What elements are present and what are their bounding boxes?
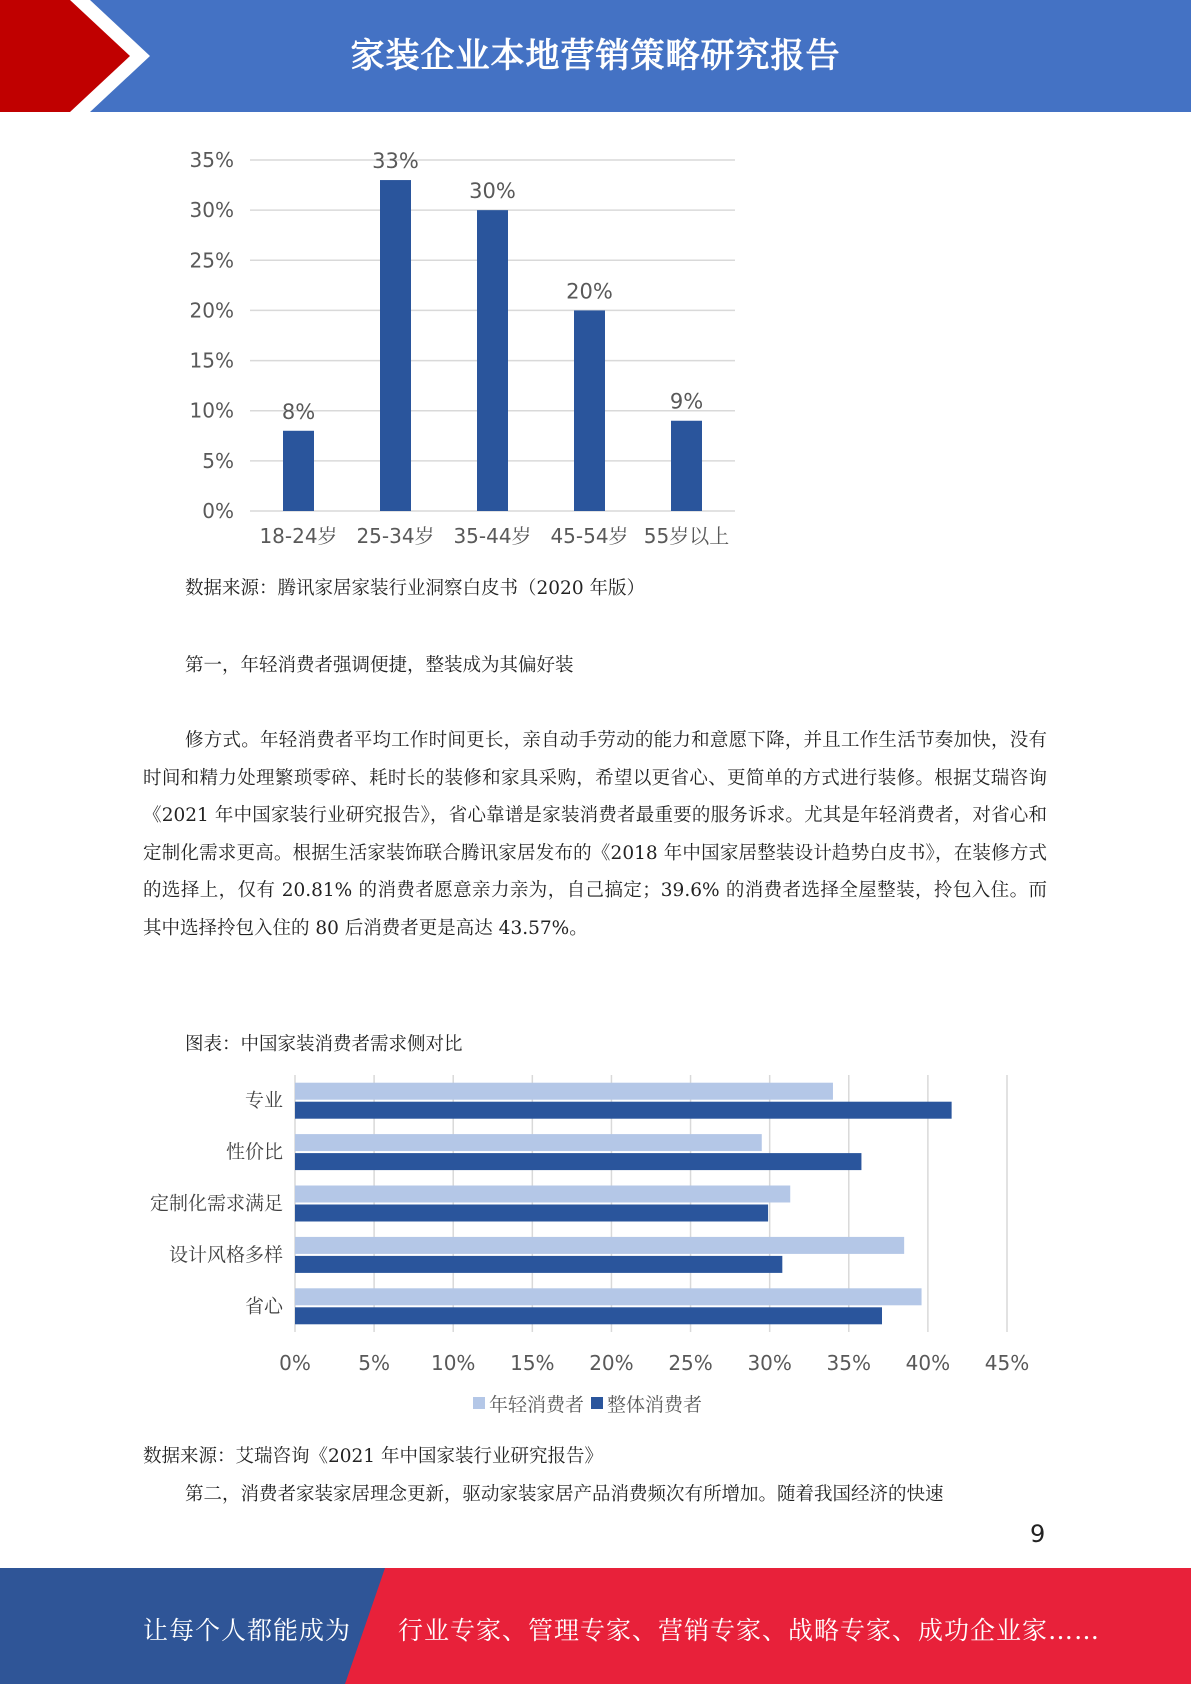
x-tick-label: 25% (668, 1351, 713, 1375)
bar-overall (295, 1205, 768, 1222)
bar-overall (295, 1102, 952, 1119)
footer-slogan-left: 让每个人都能成为 (143, 1616, 352, 1645)
x-tick-label: 30% (747, 1351, 792, 1375)
bar-young (295, 1186, 790, 1203)
x-tick-label: 18-24岁 (259, 524, 338, 548)
y-category-label: 省心 (244, 1295, 283, 1318)
y-category-label: 性价比 (225, 1141, 283, 1164)
y-category-label: 专业 (244, 1089, 283, 1112)
section-heading-1: 第一，年轻消费者强调便捷，整装成为其偏好装 (185, 655, 574, 676)
bar-young (295, 1134, 762, 1151)
x-tick-label: 25-34岁 (356, 524, 435, 548)
legend-label: 整体消费者 (607, 1394, 703, 1416)
x-tick-label: 35% (826, 1351, 872, 1375)
body-paragraph-2: 第二，消费者家装家居理念更新，驱动家装家居产品消费频次有所增加。随着我国经济的快速 (185, 1484, 944, 1505)
y-tick-label: 5% (202, 448, 234, 473)
y-tick-label: 35% (189, 148, 234, 172)
bar-young (295, 1288, 922, 1305)
y-category-label: 定制化需求满足 (149, 1192, 283, 1215)
x-tick-label: 10% (430, 1351, 476, 1375)
bar-overall (295, 1307, 882, 1324)
x-tick-label: 20% (589, 1351, 634, 1375)
page-footer (0, 1568, 1191, 1684)
bar-young (295, 1083, 833, 1100)
data-label: 33% (372, 149, 419, 174)
legend-swatch (473, 1397, 485, 1409)
source-caption-1: 数据来源：腾讯家居家装行业洞察白皮书（2020 年版） (185, 578, 645, 599)
y-tick-label: 25% (189, 248, 234, 273)
footer-slogan-right: 行业专家、管理专家、营销专家、战略专家、成功企业家…… (398, 1616, 1101, 1645)
data-label: 20% (566, 279, 613, 304)
x-tick-label: 5% (358, 1351, 390, 1375)
y-tick-label: 20% (189, 298, 234, 323)
data-label: 8% (281, 399, 316, 424)
chart2-caption: 图表：中国家装消费者需求侧对比 (185, 1034, 463, 1055)
x-tick-label: 15% (510, 1351, 555, 1375)
y-tick-label: 0% (202, 499, 234, 523)
bar-overall (295, 1153, 861, 1170)
x-tick-label: 55岁以上 (643, 524, 730, 548)
y-tick-label: 30% (189, 198, 234, 223)
page-number: 9 (1030, 1520, 1046, 1548)
legend-swatch (591, 1397, 603, 1409)
x-tick-label: 0% (279, 1351, 311, 1375)
source-caption-2: 数据来源：艾瑞咨询《2021 年中国家装行业研究报告》 (143, 1446, 603, 1467)
x-tick-label: 45-54岁 (550, 524, 629, 548)
data-label: 9% (669, 389, 704, 414)
bar-young (295, 1237, 904, 1254)
y-category-label: 设计风格多样 (168, 1243, 283, 1266)
x-tick-label: 45% (984, 1351, 1030, 1375)
data-label: 30% (469, 179, 516, 204)
report-title: 家装企业本地营销策略研究报告 (350, 36, 841, 76)
bar-overall (295, 1256, 782, 1273)
body-paragraph-1: 修方式。年轻消费者平均工作时间更长，亲自动手劳动的能力和意愿下降，并且工作生活节奏加快，没有时间和精力处理繁琐零碎、耗时长的装修和家具采购，希望以更省心、更简单的方式进行装修。根据艾瑞咨询《2021 年中国家装行业研究报告》，省心靠谱是家装消费者最重要的服务诉求。尤其是年轻消费者，对省心和定制化需求更高。根据生活家装饰联合腾讯家居发布的《2018 年中国家居整装设计趋势白皮书》，在装修方式的选择上，仅有 20.81% 的消费者愿意亲力亲为，自己搞定；39.6% 的消费者选择全屋整装，拎包入住。而其中选择拎包入住的 80 后消费者更是高达 43.57%。 (143, 730, 1047, 939)
y-tick-label: 15% (189, 348, 234, 373)
x-tick-label: 35-44岁 (453, 524, 532, 548)
y-tick-label: 10% (189, 398, 234, 423)
x-tick-label: 40% (905, 1351, 951, 1375)
legend-label: 年轻消费者 (489, 1394, 585, 1416)
